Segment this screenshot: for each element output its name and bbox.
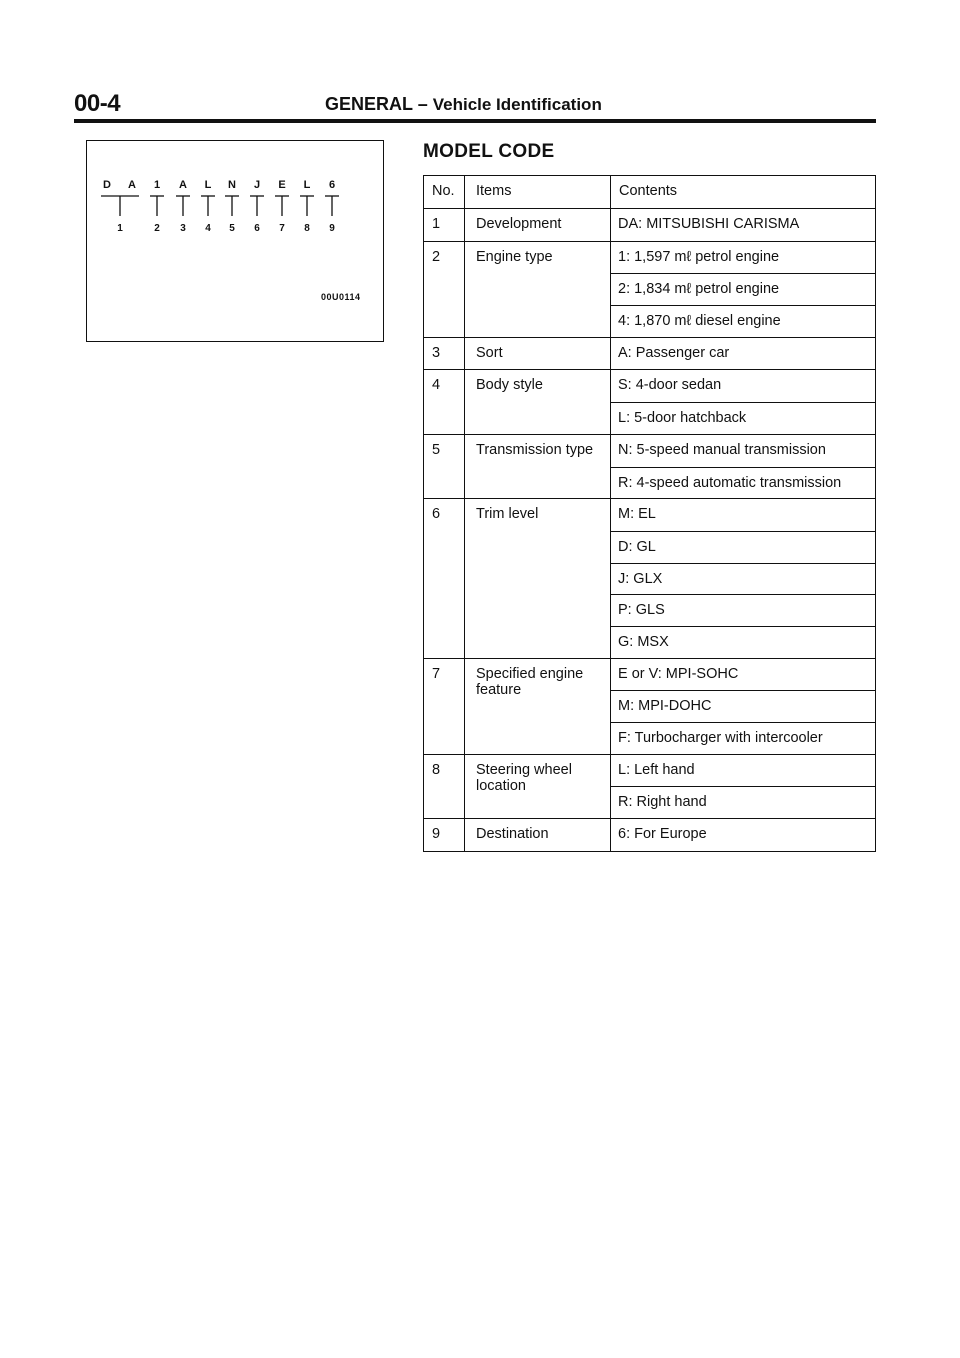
header-rule — [74, 119, 876, 123]
cell-item: Transmission type — [465, 435, 611, 498]
page-title-separator: – — [417, 94, 428, 114]
page-code: 00-4 — [74, 90, 121, 117]
model-code-table — [423, 175, 876, 852]
header-no: No. — [424, 176, 465, 208]
table-header-row — [424, 176, 875, 208]
cell-no: 1 — [424, 209, 465, 241]
diagram-code-char: E — [278, 179, 286, 191]
cell-item: Trim level — [465, 499, 611, 657]
section-heading: MODEL CODE — [423, 141, 555, 162]
cell-item: Specified engine feature — [465, 659, 611, 754]
diagram-code-char: 6 — [328, 179, 336, 191]
table-row — [424, 241, 875, 337]
contents-entry: M: MPI-DOHC — [611, 690, 875, 722]
table-row — [424, 369, 875, 433]
cell-no: 7 — [424, 659, 465, 754]
cell-contents — [611, 659, 875, 754]
contents-entry: D: GL — [611, 531, 875, 563]
cell-item: Body style — [465, 370, 611, 433]
contents-entry: G: MSX — [611, 626, 875, 658]
cell-contents — [611, 370, 875, 433]
contents-entry: 1: 1,597 mℓ petrol engine — [618, 248, 780, 265]
page-title-main: GENERAL — [325, 94, 413, 114]
diagram-position-number: 2 — [154, 223, 160, 234]
cell-no: 3 — [424, 338, 465, 370]
cell-no: 8 — [424, 755, 465, 818]
cell-contents — [611, 819, 875, 851]
contents-entry: 6: For Europe — [618, 826, 707, 843]
diagram-position-number: 1 — [117, 223, 123, 234]
cell-contents — [611, 242, 875, 337]
diagram-code-char: A — [128, 179, 136, 191]
contents-entry: S: 4-door sedan — [618, 377, 722, 394]
page-title — [325, 94, 602, 115]
contents-entry: N: 5-speed manual transmission — [618, 441, 826, 458]
diagram-position-number: 4 — [205, 223, 211, 234]
diagram-position-number: 3 — [180, 223, 186, 234]
table-row — [424, 337, 875, 370]
page-title-sub: Vehicle Identification — [432, 95, 602, 114]
diagram-code-char: 1 — [153, 179, 161, 191]
contents-entry: M: EL — [618, 506, 656, 523]
contents-entry: P: GLS — [611, 594, 875, 626]
diagram-code-char: L — [204, 179, 212, 191]
contents-entry: L: Left hand — [618, 761, 695, 778]
cell-contents — [611, 499, 875, 657]
cell-item: Engine type — [465, 242, 611, 337]
cell-no: 5 — [424, 435, 465, 498]
contents-entry: F: Turbocharger with intercooler — [611, 722, 875, 754]
cell-item: Destination — [465, 819, 611, 851]
cell-item: Sort — [465, 338, 611, 370]
cell-no: 9 — [424, 819, 465, 851]
figure-id: 00U0114 — [321, 292, 361, 302]
diagram-position-number: 7 — [279, 223, 285, 234]
diagram-code-char: J — [253, 179, 261, 191]
diagram-position-number: 5 — [229, 223, 235, 234]
header-items: Items — [465, 176, 611, 208]
cell-contents — [611, 435, 875, 498]
cell-no: 6 — [424, 499, 465, 657]
table-row — [424, 754, 875, 818]
table-row — [424, 658, 875, 754]
cell-no: 4 — [424, 370, 465, 433]
table-row — [424, 208, 875, 241]
diagram-position-number: 9 — [329, 223, 335, 234]
table-row — [424, 434, 875, 498]
cell-item: Steering wheel location — [465, 755, 611, 818]
diagram-position-number: 8 — [304, 223, 310, 234]
cell-contents — [611, 209, 875, 241]
diagram-code-char: L — [303, 179, 311, 191]
diagram-code-char: D — [103, 179, 111, 191]
contents-entry: R: 4-speed automatic transmission — [611, 467, 875, 499]
header-contents: Contents — [619, 183, 678, 199]
table-row — [424, 818, 875, 851]
contents-entry: A: Passenger car — [618, 344, 730, 361]
contents-entry: 4: 1,870 mℓ diesel engine — [611, 305, 875, 337]
contents-entry: DA: MITSUBISHI CARISMA — [618, 216, 800, 232]
cell-contents — [611, 338, 875, 370]
contents-entry: 2: 1,834 mℓ petrol engine — [611, 273, 875, 305]
model-code-diagram — [86, 140, 384, 342]
cell-contents — [611, 755, 875, 818]
contents-entry: R: Right hand — [611, 786, 875, 818]
cell-item: Development — [465, 209, 611, 241]
table-row — [424, 498, 875, 657]
cell-no: 2 — [424, 242, 465, 337]
contents-entry: J: GLX — [611, 563, 875, 595]
contents-entry: L: 5-door hatchback — [611, 402, 875, 434]
diagram-code-char: N — [228, 179, 236, 191]
contents-entry: E or V: MPI-SOHC — [618, 665, 739, 682]
diagram-position-number: 6 — [254, 223, 260, 234]
diagram-svg — [87, 141, 385, 343]
diagram-code-char: A — [179, 179, 187, 191]
